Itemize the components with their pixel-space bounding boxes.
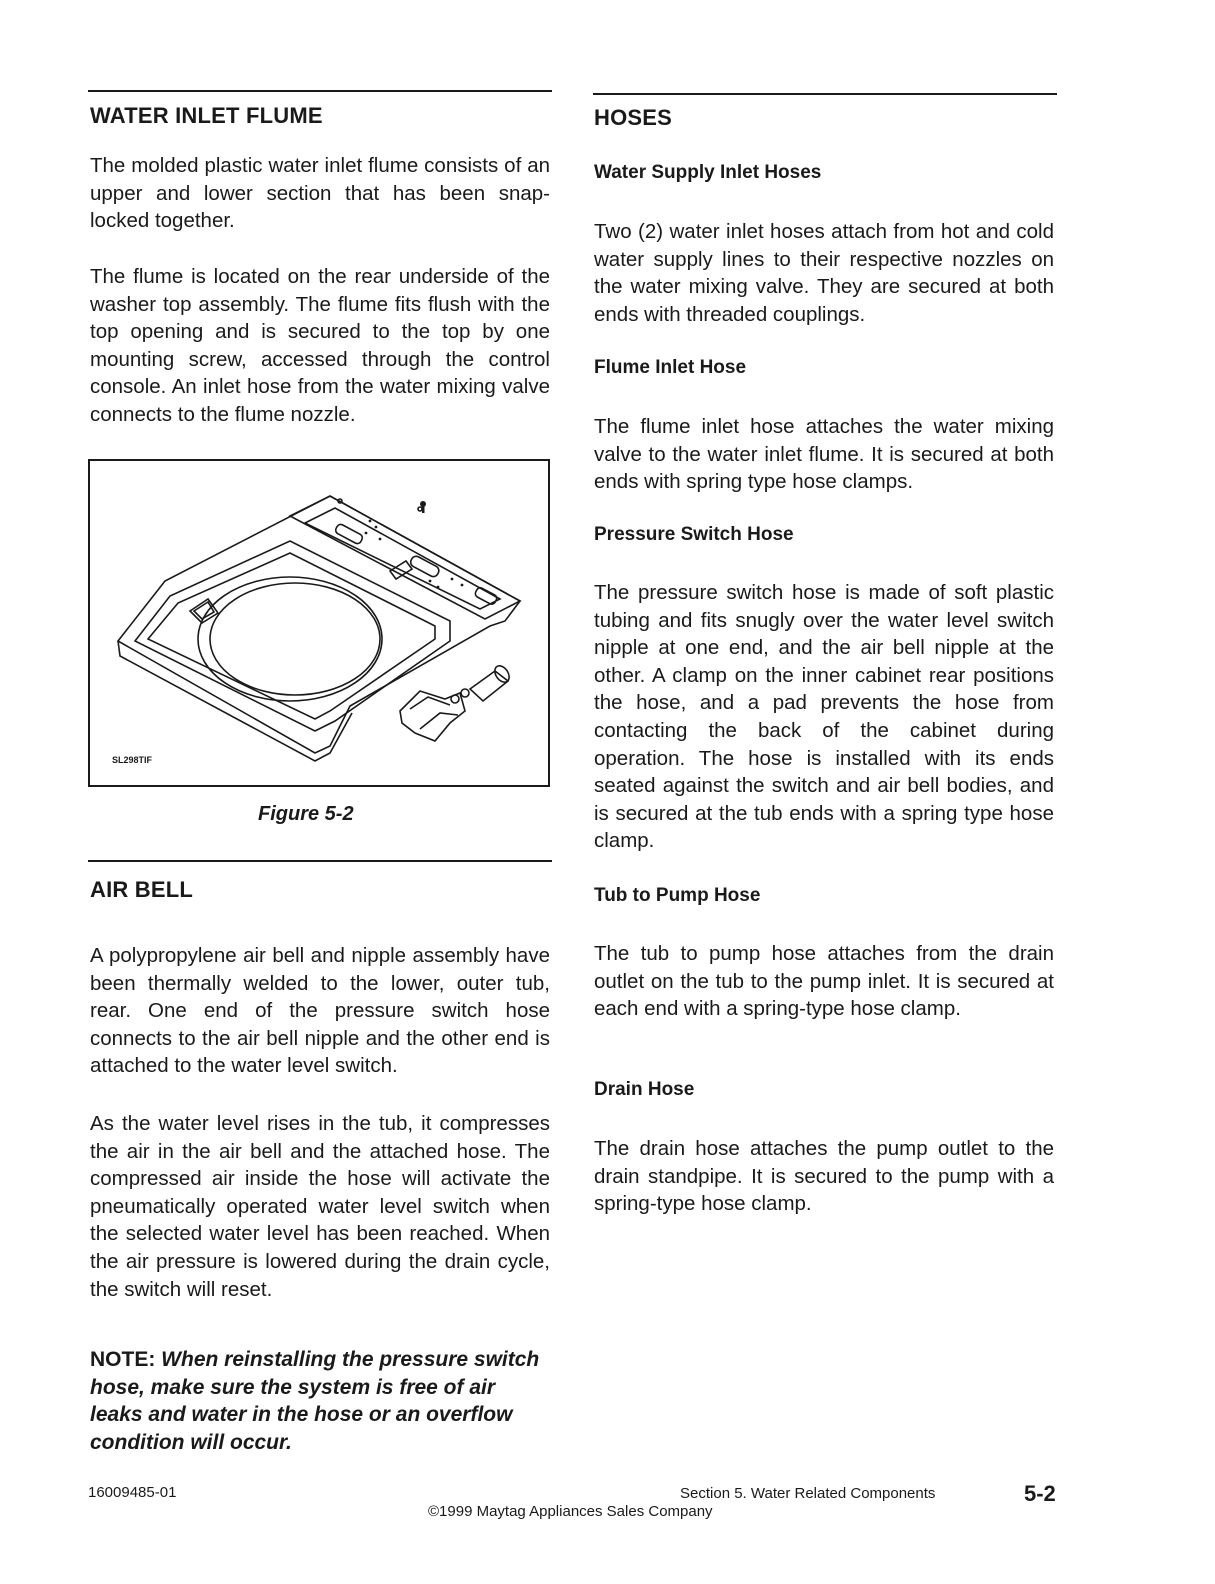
drain-text: The drain hose attaches the pump outlet to the drain standpipe. It is secured to the pump with a spring-type hose clamp. <box>594 1137 1054 1216</box>
water-inlet-flume-para-1: The molded plastic water inlet flume consists of an upper and lower section that has been snap-locked together. <box>90 154 550 233</box>
note-label: NOTE: <box>90 1348 156 1371</box>
air-bell-note <box>90 1346 552 1456</box>
section-title: Section 5. Water Related Components <box>680 1485 936 1502</box>
copyright: ©1999 Maytag Appliances Sales Company <box>428 1503 713 1520</box>
pressure-switch-text: The pressure switch hose is made of soft plastic tubing and fits snugly over the water level switch nipple at one end, and the air bell nipple at the other. A clamp on the inner cabinet rear positions the hose, and a pad prevents the hose from contacting the back of the cabinet during operation. The hose is installed with its ends seated against the switch and air bell bodies, and is secured at the tub ends with a spring type hose clamp. <box>594 581 1054 853</box>
hoses-heading: HOSES <box>594 105 673 130</box>
water-supply-subheading: Water Supply Inlet Hoses <box>594 162 822 183</box>
tub-to-pump-text: The tub to pump hose attaches from the drain outlet on the tub to the pump inlet. It is secured at each end with a spring-type hose clamp. <box>594 942 1054 1021</box>
drain-subheading: Drain Hose <box>594 1079 695 1100</box>
note-text: When reinstalling the pressure switch hose, make sure the system is free of air leaks and water in the hose or an overflow condition will occur. <box>90 1348 540 1454</box>
flume-inlet-text: The flume inlet hose attaches the water mixing valve to the water inlet flume. It is secured at both ends with spring type hose clamps. <box>594 415 1054 494</box>
pressure-switch-subheading: Pressure Switch Hose <box>594 524 794 545</box>
section-rule-air-bell <box>88 860 552 862</box>
flume-inlet-subheading: Flume Inlet Hose <box>594 357 747 378</box>
air-bell-heading: AIR BELL <box>90 877 194 902</box>
figure-code: SL298TIF <box>112 755 153 765</box>
water-supply-text: Two (2) water inlet hoses attach from hot and cold water supply lines to their respective nozzles on the water mixing valve. They are secured at both ends with threaded couplings. <box>594 220 1054 326</box>
figure-caption: Figure 5-2 <box>258 803 354 825</box>
water-inlet-flume-heading: WATER INLET FLUME <box>90 103 323 128</box>
washer-top-illustration <box>90 461 548 785</box>
section-rule-top-left <box>88 90 552 92</box>
figure-washer-top-assembly <box>88 459 550 787</box>
section-rule-top-right <box>593 93 1057 95</box>
air-bell-para-1: A polypropylene air bell and nipple assembly have been thermally welded to the lower, outer tub, rear. One end of the pressure switch hose connects to the air bell nipple and the other end is attached to the water level switch. <box>90 944 550 1078</box>
page-number: 5-2 <box>1024 1481 1056 1506</box>
tub-to-pump-subheading: Tub to Pump Hose <box>594 885 761 906</box>
air-bell-para-2: As the water level rises in the tub, it compresses the air in the air bell and the attached hose. The compressed air inside the hose will activate the pneumatically operated water level switch when the selected water level has been reached. When the air pressure is lowered during the drain cycle, the switch will reset. <box>90 1112 550 1301</box>
doc-number: 16009485-01 <box>88 1484 177 1501</box>
water-inlet-flume-para-2: The flume is located on the rear underside of the washer top assembly. The flume fits flush with the top opening and is secured to the top by one mounting screw, accessed through the control console. An inlet hose from the water mixing valve connects to the flume nozzle. <box>90 265 550 426</box>
